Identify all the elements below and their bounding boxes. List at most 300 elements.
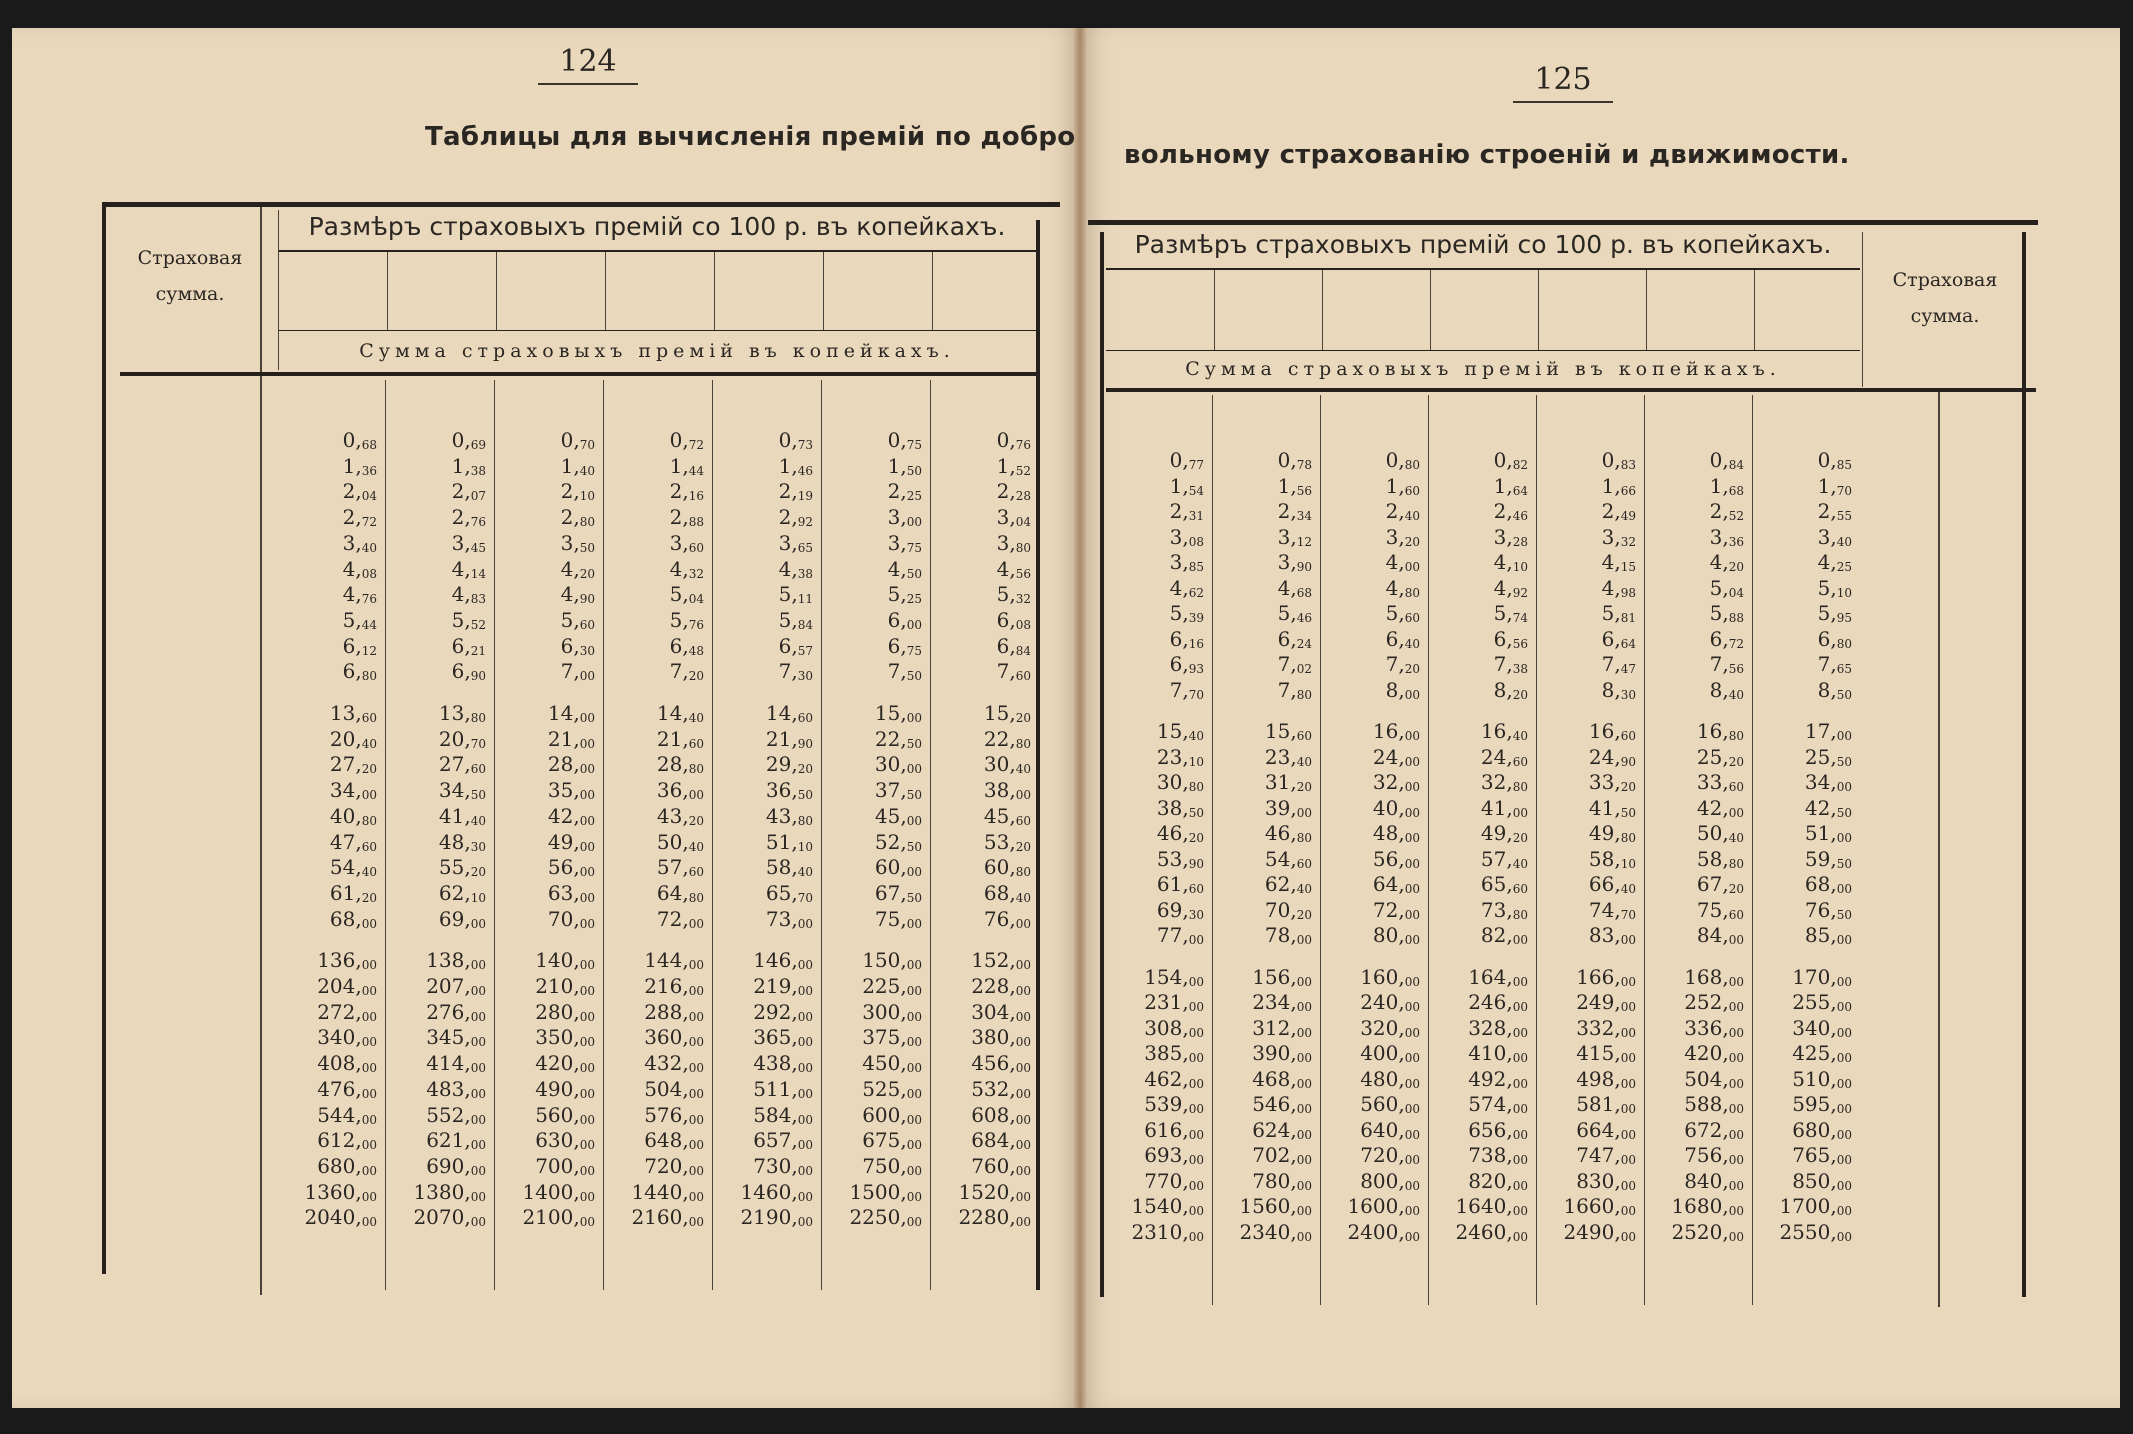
premium-rubles: 16, — [1588, 719, 1621, 743]
premium-cell — [1430, 898, 1528, 922]
premium-cell — [1106, 576, 1204, 600]
premium-rubles: 249, — [1576, 990, 1621, 1014]
premium-cell — [605, 608, 704, 632]
premium-cell — [714, 974, 813, 998]
premium-kopecks: 10 — [1512, 560, 1528, 574]
premium-cell — [1430, 770, 1528, 794]
premium-cell — [496, 974, 595, 998]
premium-kopecks: 00 — [579, 1061, 595, 1076]
premium-kopecks: 78 — [1296, 458, 1312, 472]
premium-rubles: 154, — [1144, 964, 1189, 989]
premium-kopecks: 20 — [1015, 839, 1031, 854]
premium-kopecks: 08 — [361, 566, 377, 581]
premium-cell — [278, 778, 377, 802]
premium-cell — [605, 1103, 704, 1127]
premium-kopecks: 00 — [797, 1061, 813, 1076]
premium-rubles: 25, — [1696, 744, 1729, 769]
premium-cell — [932, 531, 1031, 555]
premium-rubles: 70, — [547, 906, 580, 931]
premium-rubles: 272, — [317, 999, 362, 1024]
premium-cell — [1538, 872, 1636, 896]
premium-kopecks: 66 — [1620, 483, 1636, 498]
premium-rubles: 80, — [1372, 923, 1405, 947]
premium-rubles: 21, — [765, 726, 798, 751]
premium-kopecks: 20 — [361, 890, 377, 905]
premium-cell — [1106, 627, 1204, 651]
premium-rubles: 1700, — [1779, 1194, 1837, 1218]
premium-cell — [1430, 1016, 1528, 1040]
premium-rubles: 8, — [1817, 677, 1837, 702]
premium-rubles: 552, — [426, 1102, 471, 1127]
premium-cell — [1538, 770, 1636, 794]
premium-cell — [714, 830, 813, 854]
premium-cell — [1214, 652, 1312, 676]
premium-kopecks: 00 — [579, 1009, 595, 1024]
premium-rubles: 690, — [426, 1153, 471, 1178]
premium-kopecks: 00 — [906, 1138, 922, 1153]
premium-kopecks: 00 — [797, 1189, 813, 1204]
premium-cell — [1538, 1220, 1636, 1244]
premium-rubles: 0, — [1601, 448, 1621, 472]
premium-kopecks: 50 — [470, 788, 486, 803]
premium-kopecks: 00 — [361, 1061, 377, 1076]
premium-kopecks: 80 — [1836, 636, 1852, 651]
premium-kopecks: 40 — [579, 463, 595, 478]
premium-rubles: 32, — [1480, 770, 1513, 794]
premium-cell — [605, 505, 704, 529]
premium-cell — [1214, 770, 1312, 794]
rate-column-divider — [714, 252, 715, 330]
premium-cell — [823, 1025, 922, 1049]
premium-kopecks: 60 — [579, 617, 595, 632]
premium-cell — [605, 727, 704, 751]
premium-kopecks: 00 — [1512, 1229, 1528, 1244]
premium-rubles: 308, — [1144, 1015, 1189, 1040]
sum-label-right: Сумма страховыхъ премій въ копейкахъ. — [1185, 358, 1781, 380]
premium-rubles: 75, — [874, 906, 907, 931]
premium-kopecks: 04 — [688, 592, 704, 607]
premium-rubles: 6, — [1169, 626, 1189, 651]
premium-kopecks: 00 — [1836, 1000, 1852, 1014]
premium-rubles: 400, — [1360, 1041, 1405, 1065]
premium-rubles: 52, — [874, 829, 907, 854]
premium-cell — [932, 881, 1031, 905]
premium-kopecks: 04 — [361, 489, 377, 504]
premium-cell — [1214, 448, 1312, 472]
premium-rubles: 1, — [996, 453, 1016, 478]
premium-cell — [1646, 448, 1744, 472]
premium-cell — [496, 804, 595, 828]
premium-cell — [714, 634, 813, 658]
premium-cell — [823, 1051, 922, 1075]
premium-rubles: 664, — [1576, 1117, 1621, 1142]
premium-kopecks: 00 — [688, 1112, 704, 1127]
premium-cell — [1106, 525, 1204, 549]
premium-rubles: 40, — [329, 803, 362, 828]
premium-cell — [1322, 1016, 1420, 1040]
premium-rubles: 16, — [1480, 719, 1513, 743]
premium-cell — [1214, 872, 1312, 896]
premium-cell — [605, 428, 704, 452]
premium-rubles: 2160, — [631, 1205, 689, 1230]
premium-rubles: 83, — [1588, 923, 1621, 947]
premium-cell — [1646, 1092, 1744, 1116]
premium-cell — [1538, 601, 1636, 625]
premium-cell — [1430, 448, 1528, 472]
premium-rubles: 23, — [1156, 744, 1189, 769]
premium-rubles: 231, — [1144, 990, 1189, 1014]
premium-rubles: 0, — [1277, 448, 1297, 472]
table-top-rule-left — [104, 202, 1060, 207]
premium-rubles: 1440, — [631, 1179, 689, 1204]
premium-cell — [496, 582, 595, 606]
premium-cell — [605, 557, 704, 581]
premium-kopecks: 20 — [1512, 831, 1528, 845]
data-column-divider — [494, 380, 495, 1290]
premium-rubles: 216, — [644, 974, 689, 998]
premium-cell — [1754, 990, 1852, 1014]
premium-rubles: 27, — [438, 752, 471, 777]
premium-kopecks: 00 — [470, 1086, 486, 1101]
premium-rubles: 1, — [1169, 473, 1189, 498]
premium-cell — [605, 830, 704, 854]
premium-kopecks: 60 — [1296, 856, 1312, 871]
premium-rubles: 1, — [1385, 473, 1405, 498]
premium-rubles: 41, — [438, 803, 471, 828]
premium-cell — [278, 727, 377, 751]
premium-cell — [823, 907, 922, 931]
premium-kopecks: 00 — [688, 1061, 704, 1076]
premium-kopecks: 00 — [1296, 1051, 1312, 1065]
premium-cell — [1430, 745, 1528, 769]
premium-cell — [1322, 601, 1420, 625]
premium-rubles: 28, — [547, 752, 580, 777]
premium-cell — [823, 948, 922, 972]
premium-rubles: 56, — [547, 855, 580, 880]
premium-rubles: 2, — [451, 505, 471, 530]
premium-cell — [714, 1077, 813, 1101]
premium-cell — [1106, 550, 1204, 574]
premium-kopecks: 00 — [1404, 974, 1420, 989]
premium-kopecks: 00 — [1404, 856, 1420, 871]
premium-kopecks: 36 — [361, 463, 377, 478]
premium-cell — [714, 948, 813, 972]
premium-rubles: 3, — [560, 530, 580, 555]
premium-cell — [714, 1000, 813, 1024]
premium-cell — [1538, 990, 1636, 1014]
premium-rubles: 69, — [1156, 897, 1189, 922]
amount-column-divider-right — [1938, 392, 1940, 1307]
premium-rubles: 60, — [983, 855, 1016, 880]
premium-kopecks: 00 — [579, 1163, 595, 1178]
premium-cell — [1430, 847, 1528, 871]
premium-cell — [1106, 1220, 1204, 1244]
premium-rubles: 675, — [862, 1128, 907, 1153]
premium-kopecks: 40 — [1512, 856, 1528, 871]
premium-rubles: 4, — [1709, 550, 1729, 574]
premium-kopecks: 00 — [1620, 1178, 1636, 1193]
premium-rubles: 511, — [753, 1076, 798, 1101]
rate-column-divider — [1646, 270, 1647, 350]
premium-kopecks: 00 — [1836, 1025, 1852, 1040]
premium-rubles: 7, — [996, 659, 1016, 684]
premium-cell — [1538, 499, 1636, 523]
premium-rubles: 0, — [996, 428, 1016, 452]
premium-cell — [1538, 1041, 1636, 1065]
premium-rubles: 700, — [535, 1153, 580, 1178]
premium-rubles: 60, — [874, 855, 907, 880]
premium-rubles: 0, — [342, 428, 362, 452]
premium-rubles: 300, — [862, 999, 907, 1024]
premium-cell — [278, 505, 377, 529]
premium-cell — [823, 974, 922, 998]
premium-cell — [278, 1025, 377, 1049]
premium-kopecks: 60 — [470, 762, 486, 777]
premium-kopecks: 36 — [1728, 534, 1744, 549]
premium-kopecks: 00 — [1188, 1076, 1204, 1091]
premium-cell — [605, 1180, 704, 1204]
premium-rubles: 532, — [971, 1076, 1016, 1101]
premium-cell — [278, 454, 377, 478]
premium-kopecks: 00 — [1296, 1229, 1312, 1244]
data-column-divider — [1428, 395, 1429, 1305]
premium-cell — [387, 428, 486, 452]
premium-cell — [496, 505, 595, 529]
premium-rubles: 53, — [1156, 846, 1189, 871]
premium-kopecks: 00 — [470, 1215, 486, 1230]
premium-kopecks: 90 — [797, 736, 813, 751]
premium-kopecks: 00 — [470, 958, 486, 973]
premium-cell — [932, 505, 1031, 529]
premium-kopecks: 50 — [1836, 805, 1852, 820]
premium-rubles: 68, — [983, 880, 1016, 905]
premium-cell — [496, 830, 595, 854]
premium-kopecks: 00 — [1015, 1009, 1031, 1024]
premium-kopecks: 00 — [906, 1061, 922, 1076]
premium-kopecks: 00 — [1728, 974, 1744, 989]
premium-kopecks: 00 — [579, 1189, 595, 1204]
premium-kopecks: 25 — [906, 489, 922, 504]
premium-cell — [1646, 576, 1744, 600]
premium-cell — [1646, 1169, 1744, 1193]
premium-cell — [278, 881, 377, 905]
column-header-text: Страховая сумма. — [1892, 269, 1998, 328]
premium-rubles: 702, — [1252, 1143, 1297, 1167]
premium-rubles: 65, — [1480, 872, 1513, 896]
premium-cell — [605, 479, 704, 503]
premium-cell — [823, 701, 922, 725]
premium-rubles: 756, — [1684, 1143, 1729, 1167]
premium-kopecks: 00 — [1728, 1229, 1744, 1244]
premium-cell — [1322, 796, 1420, 820]
premium-rubles: 765, — [1792, 1143, 1837, 1167]
premium-rubles: 54, — [1264, 846, 1297, 871]
premium-rubles: 1, — [887, 453, 907, 478]
premium-kopecks: 90 — [1620, 754, 1636, 769]
premium-rubles: 74, — [1588, 897, 1621, 922]
premium-rubles: 1640, — [1455, 1194, 1513, 1218]
premium-cell — [1754, 550, 1852, 574]
data-column-divider — [1644, 395, 1645, 1305]
premium-rubles: 3, — [887, 505, 907, 530]
premium-kopecks: 00 — [797, 1163, 813, 1178]
premium-rubles: 24, — [1372, 744, 1405, 769]
premium-rubles: 58, — [1588, 846, 1621, 871]
premium-kopecks: 70 — [1188, 687, 1204, 702]
premium-cell — [1106, 923, 1204, 947]
premium-cell — [1322, 923, 1420, 947]
premium-rubles: 276, — [426, 999, 471, 1024]
premium-kopecks: 00 — [1404, 1229, 1420, 1244]
premium-cell — [496, 557, 595, 581]
premium-kopecks: 80 — [1296, 687, 1312, 702]
premium-kopecks: 50 — [1836, 754, 1852, 769]
premium-rubles: 5, — [887, 582, 907, 607]
premium-rubles: 2, — [1493, 499, 1513, 523]
premium-kopecks: 00 — [1015, 958, 1031, 973]
premium-cell — [1430, 796, 1528, 820]
premium-cell — [496, 1128, 595, 1152]
page-number-right: 125 — [1523, 62, 1603, 97]
premium-rubles: 5, — [669, 582, 689, 607]
premium-kopecks: 00 — [1404, 1153, 1420, 1167]
premium-kopecks: 50 — [1836, 856, 1852, 871]
premium-cell — [714, 454, 813, 478]
premium-cell — [605, 1000, 704, 1024]
premium-rubles: 574, — [1468, 1092, 1513, 1116]
premium-rubles: 4, — [778, 556, 798, 581]
premium-kopecks: 80 — [1620, 831, 1636, 845]
premium-cell — [1646, 678, 1744, 702]
premium-cell — [1430, 576, 1528, 600]
premium-rubles: 8, — [1709, 677, 1729, 702]
premium-cell — [387, 778, 486, 802]
premium-cell — [1538, 965, 1636, 989]
premium-kopecks: 38 — [1512, 662, 1528, 676]
premium-kopecks: 00 — [906, 1163, 922, 1178]
premium-kopecks: 20 — [1015, 711, 1031, 725]
premium-cell — [1538, 847, 1636, 871]
premium-rubles: 45, — [874, 803, 907, 828]
premium-rubles: 207, — [426, 974, 471, 998]
premium-kopecks: 00 — [906, 958, 922, 973]
banner-underline-right — [1106, 268, 1860, 270]
premium-rubles: 2, — [996, 479, 1016, 504]
premium-rubles: 4, — [1385, 575, 1405, 600]
premium-kopecks: 00 — [1404, 1127, 1420, 1142]
premium-cell — [714, 428, 813, 452]
premium-cell — [1646, 821, 1744, 845]
premium-kopecks: 64 — [1512, 483, 1528, 498]
premium-kopecks: 00 — [470, 1163, 486, 1178]
premium-cell — [278, 804, 377, 828]
premium-cell — [823, 531, 922, 555]
premium-kopecks: 00 — [361, 1138, 377, 1153]
premium-cell — [823, 505, 922, 529]
premium-rubles: 22, — [983, 726, 1016, 751]
premium-rubles: 36, — [765, 778, 798, 803]
premium-kopecks: 00 — [1296, 805, 1312, 820]
premium-rubles: 5, — [1817, 575, 1837, 600]
premium-cell — [823, 804, 922, 828]
premium-cell — [1538, 745, 1636, 769]
premium-kopecks: 80 — [1188, 780, 1204, 794]
premium-kopecks: 00 — [688, 1163, 704, 1178]
premium-rubles: 7, — [1277, 677, 1297, 702]
premium-rubles: 24, — [1588, 744, 1621, 769]
premium-cell — [1214, 1067, 1312, 1091]
premium-kopecks: 00 — [1404, 754, 1420, 769]
premium-kopecks: 00 — [1836, 974, 1852, 989]
premium-kopecks: 00 — [1188, 1000, 1204, 1014]
premium-kopecks: 50 — [906, 566, 922, 581]
premium-kopecks: 00 — [1188, 1051, 1204, 1065]
premium-rubles: 72, — [656, 906, 689, 931]
premium-rubles: 4, — [1817, 550, 1837, 574]
premium-cell — [605, 804, 704, 828]
premium-cell — [932, 1077, 1031, 1101]
premium-kopecks: 30 — [1620, 687, 1636, 702]
premium-kopecks: 76 — [688, 617, 704, 632]
premium-kopecks: 00 — [470, 1112, 486, 1127]
premium-cell — [1646, 474, 1744, 498]
premium-cell — [1646, 1194, 1744, 1218]
premium-kopecks: 16 — [688, 489, 704, 504]
premium-rubles: 4, — [1493, 575, 1513, 600]
premium-rubles: 2, — [887, 479, 907, 504]
premium-cell — [1538, 652, 1636, 676]
premium-cell — [823, 778, 922, 802]
premium-rubles: 6, — [996, 607, 1016, 632]
premium-kopecks: 50 — [797, 788, 813, 803]
data-column-divider — [1752, 395, 1753, 1305]
premium-rubles: 414, — [426, 1051, 471, 1076]
premium-rubles: 42, — [1696, 795, 1729, 820]
premium-kopecks: 56 — [1015, 566, 1031, 581]
premium-kopecks: 60 — [1015, 669, 1031, 684]
premium-cell — [496, 479, 595, 503]
premium-cell — [387, 1205, 486, 1229]
premium-rubles: 0, — [451, 428, 471, 452]
premium-rubles: 588, — [1684, 1092, 1729, 1116]
premium-rubles: 2, — [1277, 499, 1297, 523]
premium-cell — [387, 1154, 486, 1178]
premium-rubles: 43, — [765, 803, 798, 828]
premium-cell — [1106, 872, 1204, 896]
premium-cell — [714, 582, 813, 606]
premium-kopecks: 25 — [1836, 560, 1852, 574]
premium-rubles: 1, — [560, 453, 580, 478]
premium-rubles: 2, — [1385, 499, 1405, 523]
column-header-text: Страховая сумма. — [137, 247, 243, 306]
premium-kopecks: 45 — [470, 540, 486, 555]
premium-rubles: 4, — [1169, 575, 1189, 600]
premium-cell — [1646, 872, 1744, 896]
premium-kopecks: 20 — [361, 762, 377, 777]
premium-kopecks: 20 — [1728, 882, 1744, 896]
premium-rubles: 544, — [317, 1102, 362, 1127]
premium-rubles: 16, — [1696, 719, 1729, 743]
premium-cell — [714, 881, 813, 905]
premium-kopecks: 00 — [579, 916, 595, 931]
premium-rubles: 3, — [996, 505, 1016, 530]
premium-kopecks: 00 — [579, 669, 595, 684]
premium-cell — [387, 881, 486, 905]
premium-cell — [932, 428, 1031, 452]
premium-cell — [1646, 550, 1744, 574]
premium-rubles: 6, — [451, 659, 471, 684]
premium-cell — [932, 582, 1031, 606]
